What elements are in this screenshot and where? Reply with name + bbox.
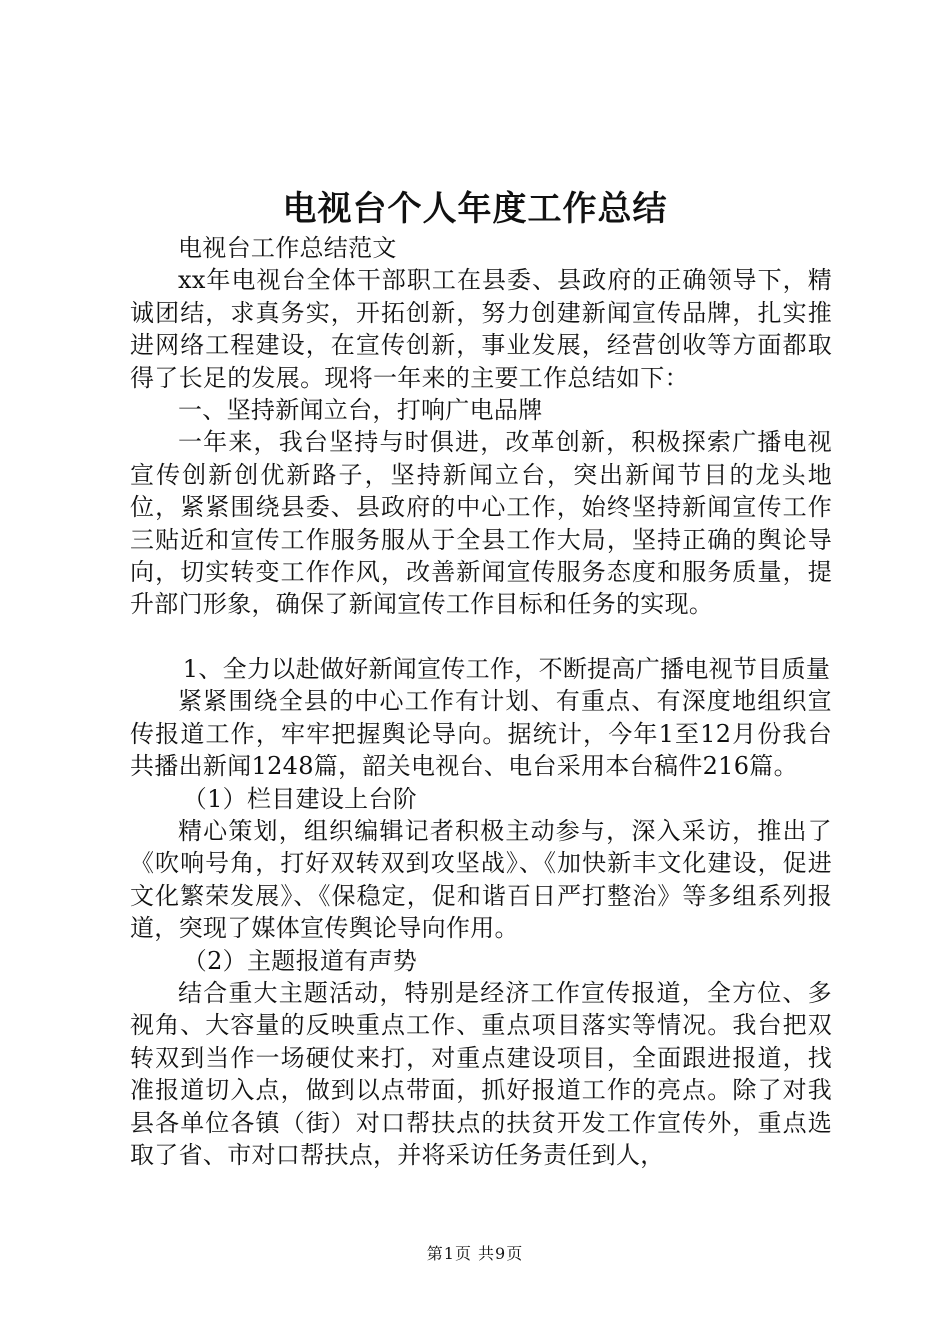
document-title: 电视台个人年度工作总结 <box>282 189 668 229</box>
paragraph-section-1: 一年来，我台坚持与时俱进，改革创新，积极探索广播电视宣传创新创优新路子，坚持新闻立台，突出新闻节目的龙头地位，紧紧围绕县委、县政府的中心工作，始终坚持新闻宣传工作三贴近和宣传工作服务服从于全县工作大局，坚持正确的舆论导向，切实转变工作作风，改善新闻宣传服务态度和服务质量，提升部门形象，确保了新闻宣传工作目标和任务的实现。 <box>130 428 832 619</box>
subsection-heading-1: 1、全力以赴做好新闻宣传工作，不断提高广播电视节目质量 <box>182 654 831 683</box>
page-footer: 第1页 共9页 <box>426 1244 524 1263</box>
paragraph-subtitle: 电视台工作总结范文 <box>178 234 397 262</box>
item-heading-2: （2）主题报道有声势 <box>182 946 418 975</box>
document-body <box>130 232 832 1171</box>
section-heading-1: 一、坚持新闻立台，打响广电品牌 <box>178 396 543 425</box>
paragraph-intro: xx年电视台全体干部职工在县委、县政府的正确领导下，精诚团结，求真务实，开拓创新，努力创建新闻宣传品牌，扎实推进网络工程建设，在宣传创新，事业发展，经营创收等方面都取得了长足的发展。现将一年来的主要工作总结如下： <box>130 266 832 392</box>
paragraph-item-1: 精心策划，组织编辑记者积极主动参与，深入采访，推出了《吹响号角，打好双转双到攻坚战》、《加快新丰文化建设，促进文化繁荣发展》、《保稳定，促和谐百日严打整治》等多组系列报道，突现了媒体宣传舆论导向作用。 <box>130 816 832 943</box>
paragraph-subsection-1: 紧紧围绕全县的中心工作有计划、有重点、有深度地组织宣传报道工作，牢牢把握舆论导向。据统计，今年1至12月份我台共播出新闻1248篇，韶关电视台、电台采用本台稿件216篇。 <box>130 687 832 781</box>
item-heading-1: （1）栏目建设上台阶 <box>182 784 418 813</box>
paragraph-item-2: 结合重大主题活动，特别是经济工作宣传报道，全方位、多视角、大容量的反映重点工作、重点项目落实等情况。我台把双转双到当作一场硬仗来打，对重点建设项目，全面跟进报道，找准报道切入点，做到以点带面，抓好报道工作的亮点。除了对我县各单位各镇（街）对口帮扶点的扶贫开发工作宣传外，重点选取了省、市对口帮扶点，并将采访任务责任到人， <box>130 978 832 1169</box>
